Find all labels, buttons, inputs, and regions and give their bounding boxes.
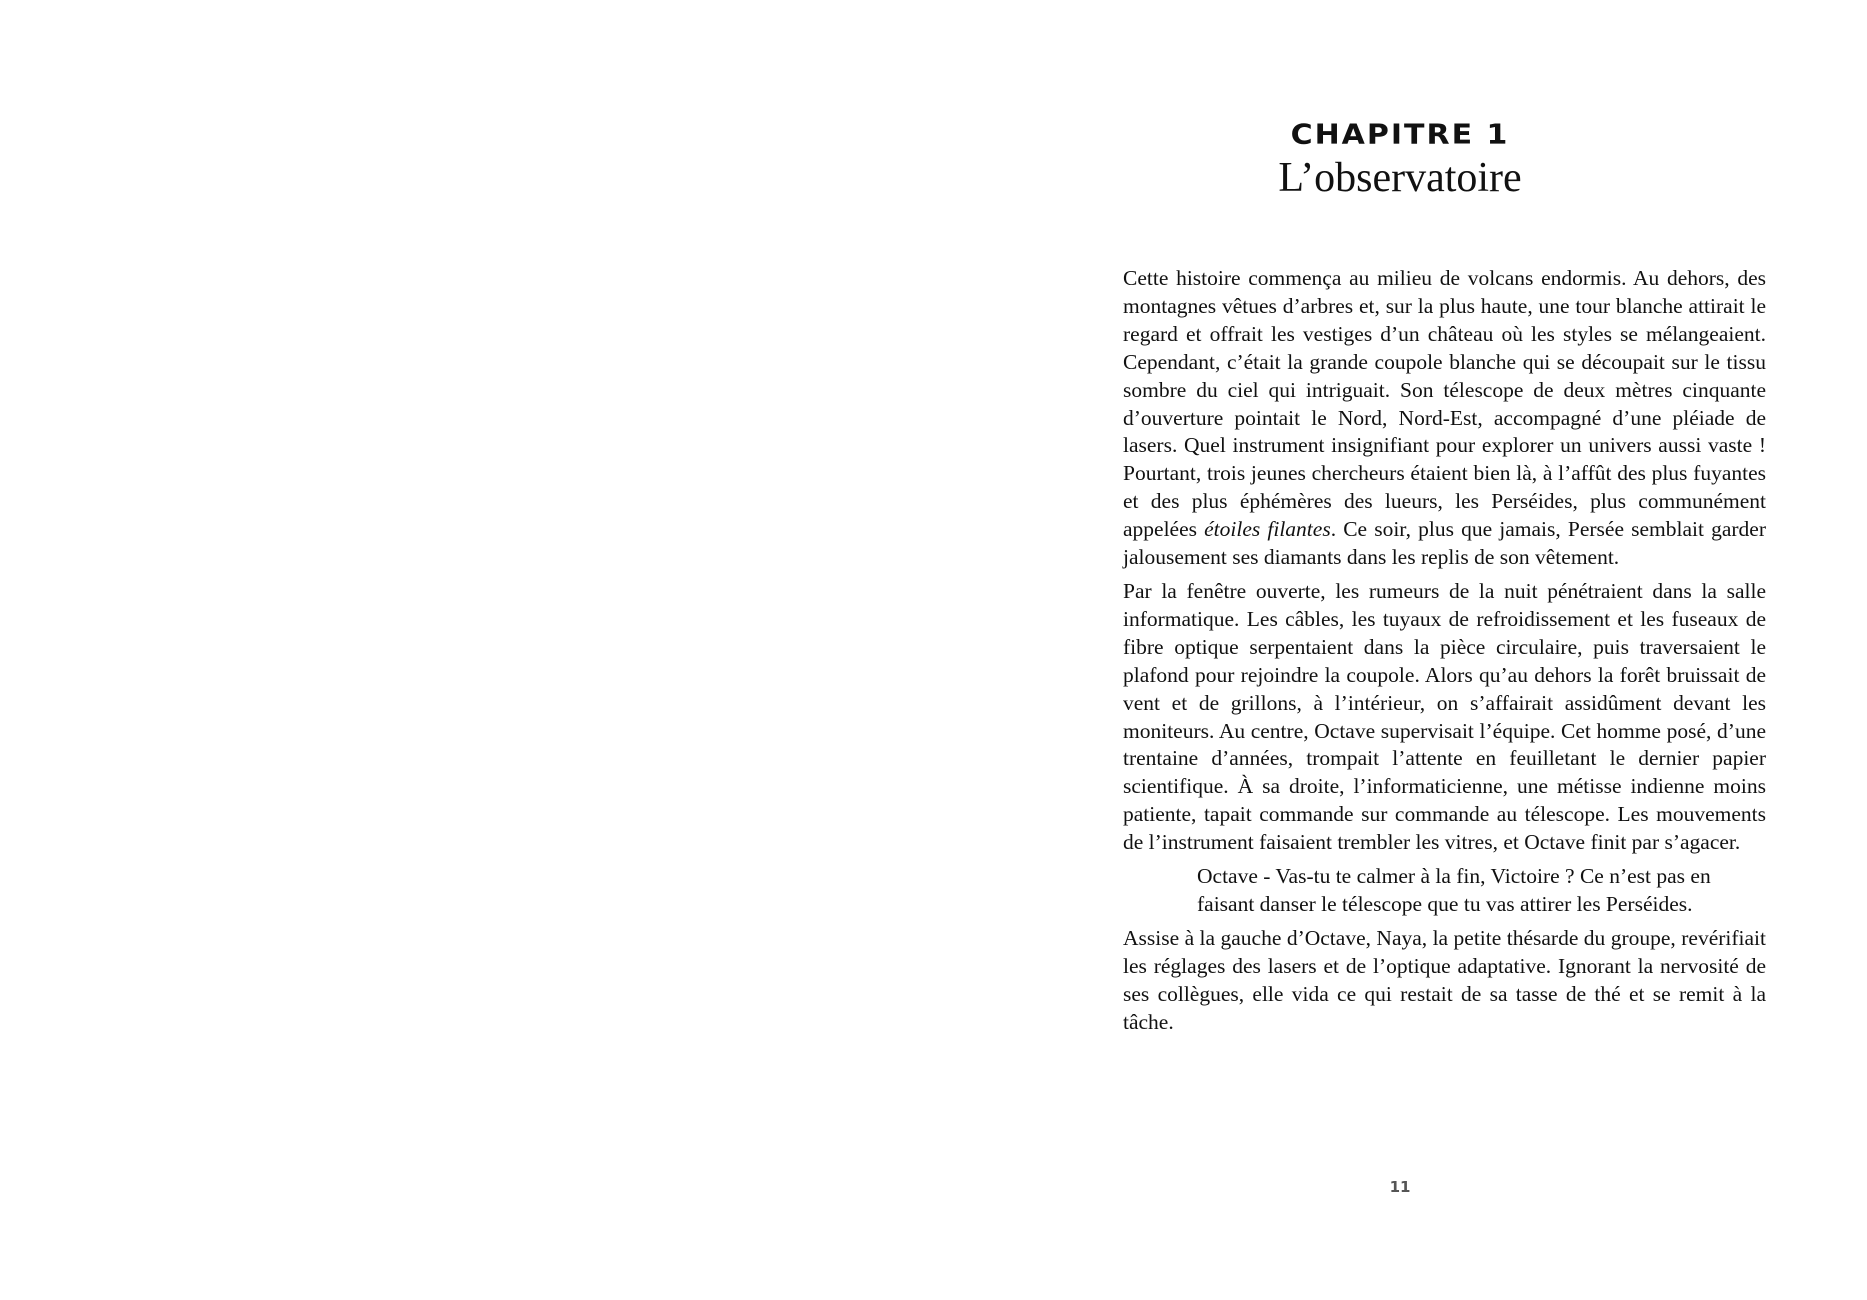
paragraph-1: [1123, 265, 1766, 572]
paragraph-1-italic: étoiles filantes: [1204, 517, 1331, 542]
chapter-label: CHAPITRE 1: [1290, 118, 1510, 151]
page-number: 11: [1389, 1178, 1411, 1196]
dialogue-octave: Octave - Vas-tu te calmer à la fin, Victoire ? Ce n’est pas en faisant danser le télescope que tu vas attirer les Perséides.: [1197, 864, 1711, 916]
right-page: [933, 0, 1867, 1300]
chapter-body: [1123, 265, 1766, 1042]
chapter-title: L’observatoire: [1278, 155, 1522, 201]
left-page-blank: [0, 0, 933, 1300]
paragraph-1-text-end: . Ce soir, plus que jamais, Persée semblait garder jalousement ses diamants dans les replis de son vêtement.: [1123, 517, 1766, 570]
paragraph-3: Assise à la gauche d’Octave, Naya, la petite thésarde du groupe, revérifiait les réglages des lasers et de l’optique adaptative. Ignorant la nervosité de ses collègues, elle vida ce qui restait de sa tasse de thé et se remit à la tâche.: [1123, 925, 1766, 1034]
paragraph-1-text: Cette histoire commença au milieu de volcans endormis. Au dehors, des montagnes vêtues d’arbres et, sur la plus haute, une tour blanche attirait le regard et offrait les vestiges d’un château où les styles se mélangeaient. Cependant, c’était la grande coupole blanche qui se découpait sur le tissu sombre du ciel qui intriguait. Son télescope de deux mètres cinquante d’ouverture pointait le Nord, Nord-Est, accompagné d’une pléiade de lasers. Quel instrument insignifiant pour explorer un univers aussi vaste ! Pourtant, trois jeunes chercheurs étaient bien là, à l’affût des plus fuyantes et des plus éphémères des lueurs, les Perséides, plus communément appelées: [1123, 266, 1766, 542]
paragraph-2: Par la fenêtre ouverte, les rumeurs de la nuit pénétraient dans la salle informatique. Les câbles, les tuyaux de refroidissement et les fuseaux de fibre optique serpentaient dans la pièce circulaire, puis traversaient le plafond pour rejoindre la coupole. Alors qu’au dehors la forêt bruissait de vent et de grillons, à l’intérieur, on s’affairait assidûment devant les moniteurs. Au centre, Octave supervisait l’équipe. Cet homme posé, d’une trentaine d’années, trompait l’attente en feuilletant le dernier papier scientifique. À sa droite, l’informaticienne, une métisse indienne moins patiente, tapait commande sur commande au télescope. Les mouvements de l’instrument faisaient trembler les vitres, et Octave finit par s’agacer.: [1123, 578, 1766, 855]
